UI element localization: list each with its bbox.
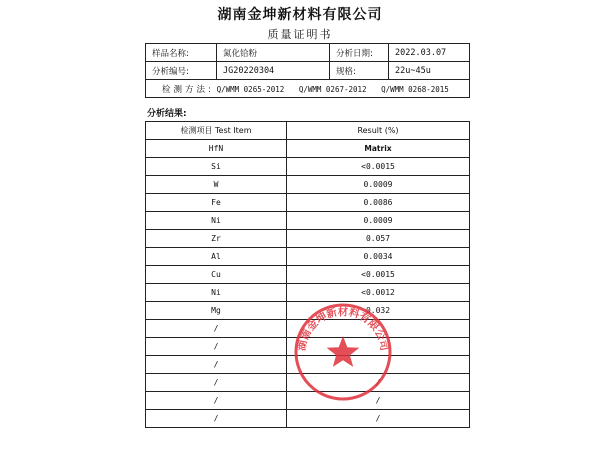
method-values bbox=[217, 85, 459, 94]
result-cell: 0.0086 bbox=[287, 194, 470, 212]
test-item-cell: / bbox=[146, 320, 287, 338]
test-item-cell: / bbox=[146, 392, 287, 410]
table-row bbox=[146, 140, 470, 158]
result-cell: 0.0034 bbox=[287, 248, 470, 266]
test-item-cell: / bbox=[146, 356, 287, 374]
table-row bbox=[146, 266, 470, 284]
sample-name-label: 样品名称: bbox=[146, 44, 217, 62]
analysis-number-label: 分析编号: bbox=[146, 62, 217, 80]
result-cell bbox=[287, 356, 470, 374]
table-row bbox=[146, 176, 470, 194]
results-table bbox=[145, 121, 470, 428]
table-row bbox=[146, 338, 470, 356]
analysis-number-value: JG20220304 bbox=[217, 62, 330, 80]
method-standard: Q/WMM 0268-2015 bbox=[381, 84, 449, 94]
result-cell: 0.0009 bbox=[287, 212, 470, 230]
result-cell: / bbox=[287, 410, 470, 428]
spec-label: 规格: bbox=[330, 62, 389, 80]
test-item-cell: / bbox=[146, 338, 287, 356]
method-standard: Q/WMM 0265-2012 bbox=[216, 84, 285, 94]
result-cell bbox=[287, 338, 470, 356]
test-item-cell: Cu bbox=[146, 266, 287, 284]
result-cell: 0.0009 bbox=[287, 176, 470, 194]
table-row bbox=[146, 194, 470, 212]
test-item-cell: / bbox=[146, 410, 287, 428]
table-row bbox=[146, 356, 470, 374]
table-row bbox=[146, 320, 470, 338]
table-row bbox=[146, 284, 470, 302]
analysis-date-value: 2022.03.07 bbox=[389, 44, 470, 62]
seal-text: 湖南金坤新材料有限公司 bbox=[295, 306, 391, 352]
table-row bbox=[146, 302, 470, 320]
table-row bbox=[146, 230, 470, 248]
table-row bbox=[146, 374, 470, 392]
table-row bbox=[146, 410, 470, 428]
company-name: 湖南金坤新材料有限公司 bbox=[217, 7, 383, 23]
method-standard: Q/WMM 0267-2012 bbox=[298, 84, 367, 94]
result-cell: / bbox=[287, 392, 470, 410]
test-item-cell: / bbox=[146, 374, 287, 392]
column-header-item: 检测项目 Test Item bbox=[146, 122, 287, 140]
result-cell: / bbox=[287, 374, 470, 392]
spec-value: 22u~45u bbox=[389, 62, 470, 80]
test-item-cell: Ni bbox=[146, 212, 287, 230]
test-item-cell: Ni bbox=[146, 284, 287, 302]
table-row bbox=[146, 248, 470, 266]
method-cell bbox=[146, 80, 470, 98]
column-header-result: Result (%) bbox=[287, 122, 470, 140]
result-cell: <0.0015 bbox=[287, 158, 470, 176]
table-row bbox=[146, 212, 470, 230]
test-item-cell: HfN bbox=[146, 140, 287, 158]
table-row bbox=[146, 158, 470, 176]
info-table bbox=[145, 43, 470, 98]
result-cell: Matrix bbox=[287, 140, 470, 158]
result-cell: 0.057 bbox=[287, 230, 470, 248]
sample-name-value: 氮化铪粉 bbox=[217, 44, 330, 62]
results-section-label: 分析结果: bbox=[147, 109, 187, 119]
document-title: 质量证明书 bbox=[267, 28, 333, 41]
test-item-cell: Mg bbox=[146, 302, 287, 320]
test-item-cell: Si bbox=[146, 158, 287, 176]
result-cell: <0.0015 bbox=[287, 266, 470, 284]
analysis-date-label: 分析日期: bbox=[330, 44, 389, 62]
test-item-cell: Al bbox=[146, 248, 287, 266]
table-row bbox=[146, 392, 470, 410]
test-item-cell: Zr bbox=[146, 230, 287, 248]
result-cell: <0.0012 bbox=[287, 284, 470, 302]
result-cell bbox=[287, 320, 470, 338]
method-label: 检测方法: bbox=[162, 84, 214, 95]
test-item-cell: Fe bbox=[146, 194, 287, 212]
result-cell: 0.032 bbox=[287, 302, 470, 320]
test-item-cell: W bbox=[146, 176, 287, 194]
